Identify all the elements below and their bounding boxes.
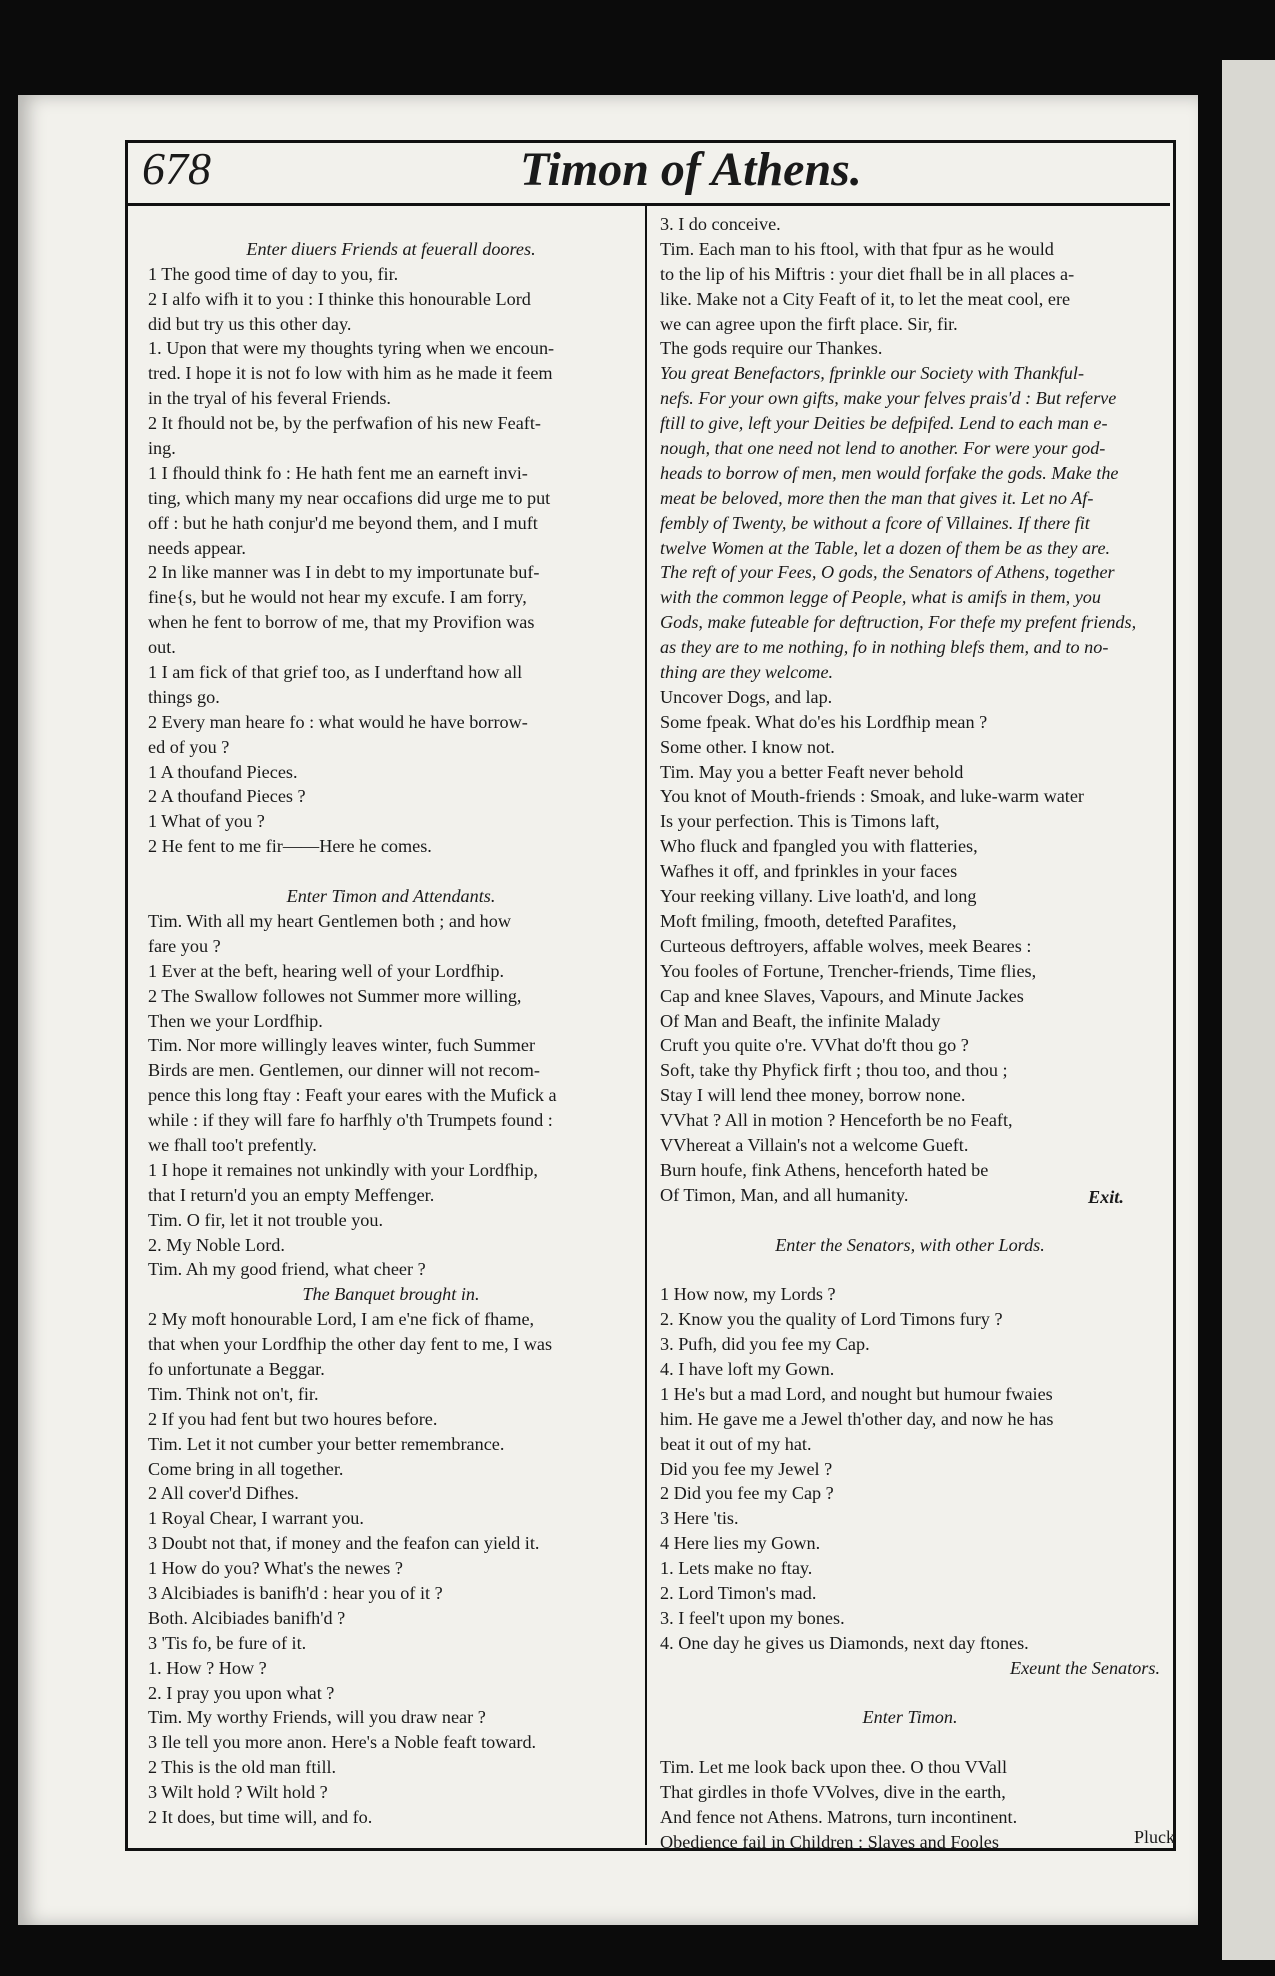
text-line: as they are to me nothing, fo in nothing blefs them, and to no- [660, 637, 1109, 658]
catchword: Pluck [1133, 1827, 1175, 1847]
text-line: that I return'd you an empty Meffenger. [148, 1184, 435, 1205]
text-line: You knot of Mouth-friends : Smoak, and luke-warm water [660, 786, 1084, 807]
text-line: 1 How do you? What's the newes ? [148, 1558, 403, 1579]
text-line [660, 1730, 1160, 1755]
text-line: 1 The good time of day to you, fir. [148, 263, 399, 284]
text-line: VVhat ? All in motion ? Henceforth be no Feaft, [660, 1110, 1013, 1131]
text-line: meat be beloved, more then the man that gives it. Let no Af- [660, 487, 1094, 508]
text-line: that when your Lordfhip the other day fent to me, I was [148, 1334, 553, 1355]
text-line: 2. My Noble Lord. [148, 1234, 285, 1255]
text-line: You great Benefactors, fprinkle our Society with Thankful- [660, 363, 1084, 384]
text-line: when he fent to borrow of me, that my Provifion was [148, 612, 535, 633]
text-line: Curteous deftroyers, affable wolves, meek Beares : [660, 935, 1032, 956]
text-line: 3 Here 'tis. [660, 1508, 739, 1529]
text-line: 2 In like manner was I in debt to my importunate buf- [148, 562, 540, 583]
text-line: That girdles in thofe VVolves, dive in the earth, [660, 1782, 1006, 1803]
text-line: him. He gave me a Jewel th'other day, and now he has [660, 1408, 1054, 1429]
text-line: off : but he hath conjur'd me beyond them, and I muft [148, 512, 538, 533]
text-line: 2. Lord Timon's mad. [660, 1582, 817, 1603]
text-line: fembly of Twenty, be without a fcore of Villaines. If there fit [660, 512, 1090, 533]
right-column [660, 212, 1160, 1855]
text-line: in the tryal of his feveral Friends. [148, 388, 391, 409]
text-line: 2 It does, but time will, and fo. [148, 1807, 373, 1827]
text-line: Exeunt the Senators. [1009, 1657, 1160, 1678]
exit-direction: Exit. [1088, 1187, 1124, 1207]
text-line: needs appear. [148, 537, 246, 558]
text-line: fo unfortunate a Beggar. [148, 1358, 325, 1379]
text-line: And fence not Athens. Matrons, turn incontinent. [660, 1807, 1018, 1827]
text-line: 4. I have loft my Gown. [660, 1358, 835, 1379]
text-line: Soft, take thy Phyfick firft ; thou too, and thou ; [660, 1060, 1008, 1081]
left-column [148, 212, 634, 1830]
text-line: out. [148, 637, 176, 658]
text-line: 3 Wilt hold ? Wilt hold ? [148, 1782, 328, 1803]
text-line: 2 This is the old man ftill. [148, 1757, 337, 1778]
text-line: 2 The Swallow followes not Summer more willing, [148, 985, 522, 1006]
text-line: Burn houfe, fink Athens, henceforth hated be [660, 1159, 989, 1180]
text-line: Tim. Ah my good friend, what cheer ? [148, 1259, 426, 1280]
text-line: Tim. O fir, let it not trouble you. [148, 1209, 384, 1230]
text-line: 1 I fhould think fo : He hath fent me an earneft invi- [148, 462, 528, 483]
text-line: Come bring in all together. [148, 1458, 344, 1479]
text-line: heads to borrow of men, men would forfake the gods. Make the [660, 462, 1119, 483]
text-line: things go. [148, 686, 220, 707]
text-line: Then we your Lordfhip. [148, 1010, 323, 1031]
text-line: Cap and knee Slaves, Vapours, and Minute Jackes [660, 985, 1024, 1006]
text-line: 2 All cover'd Difhes. [148, 1483, 299, 1504]
text-line: 2 I alfo wifh it to you : I thinke this honourable Lord [148, 288, 531, 309]
text-line: Tim. Let it not cumber your better remembrance. [148, 1433, 505, 1454]
text-line: VVhereat a Villain's not a welcome Gueft. [660, 1134, 969, 1155]
text-line: 2 Every man heare fo : what would he have borrow- [148, 711, 528, 732]
text-line: ing. [148, 438, 176, 459]
text-line: 2 Did you fee my Cap ? [660, 1483, 834, 1504]
text-line: Cruft you quite o're. VVhat do'ft thou go ? [660, 1035, 969, 1056]
text-line: thing are they welcome. [660, 662, 834, 683]
text-line: beat it out of my hat. [660, 1433, 812, 1454]
text-line: The Banquet brought in. [302, 1284, 480, 1305]
text-line: Gods, make futeable for deftruction, For thefe my prefent friends, [660, 612, 1137, 633]
text-line: Your reeking villany. Live loath'd, and long [660, 886, 977, 907]
text-line: 1 How now, my Lords ? [660, 1284, 836, 1305]
text-line: Some fpeak. What do'es his Lordfhip mean ? [660, 711, 988, 732]
text-line: 2 My moft honourable Lord, I am e'ne fick of fhame, [148, 1309, 535, 1330]
adjacent-page-strip [1222, 60, 1275, 1960]
text-line: Moft fmiling, fmooth, detefted Parafites, [660, 910, 957, 931]
text-line: Enter the Senators, with other Lords. [775, 1234, 1045, 1255]
text-line: we can agree upon the firft place. Sir, fir. [660, 313, 958, 334]
text-line: 3 Ile tell you more anon. Here's a Noble feaft toward. [148, 1732, 537, 1753]
text-line [148, 212, 634, 237]
text-line: 1 I am fick of that grief too, as I underftand how all [148, 662, 523, 683]
text-line: ftill to give, left your Deities be defpifed. Lend to each man e- [660, 413, 1108, 434]
text-line: with the common legge of People, what is amifs in them, you [660, 587, 1101, 608]
text-line: 1. How ? How ? [148, 1657, 267, 1678]
text-line: ed of you ? [148, 736, 230, 757]
text-line: 3. Pufh, did you fee my Cap. [660, 1334, 870, 1355]
text-line: 1 Ever at the beft, hearing well of your Lordfhip. [148, 960, 505, 981]
text-line [660, 1257, 1160, 1282]
text-line: 2. Know you the quality of Lord Timons fury ? [660, 1309, 1003, 1330]
text-line: 4. One day he gives us Diamonds, next day ftones. [660, 1632, 1029, 1653]
text-line: ting, which many my near occafions did urge me to put [148, 487, 551, 508]
text-line: we fhall too't prefently. [148, 1134, 317, 1155]
text-line: Uncover Dogs, and lap. [660, 686, 833, 707]
text-line: 1 I hope it remaines not unkindly with your Lordfhip, [148, 1159, 538, 1180]
text-line: tred. I hope it is not fo low with him as he made it feem [148, 363, 553, 384]
text-line [148, 859, 634, 884]
text-line: twelve Women at the Table, let a dozen of them be as they are. [660, 537, 1111, 558]
text-line: nefs. For your own gifts, make your felves prais'd : But referve [660, 388, 1117, 409]
text-line: Who fluck and fpangled you with flatteries, [660, 836, 978, 857]
text-line: 3 Alcibiades is banifh'd : hear you of it ? [148, 1582, 443, 1603]
text-line: Tim. My worthy Friends, will you draw near ? [148, 1707, 486, 1728]
text-line: 2 He fent to me fir——Here he comes. [148, 836, 432, 857]
text-line: 3 Doubt not that, if money and the feafon can yield it. [148, 1533, 540, 1554]
text-line: Enter Timon. [862, 1707, 958, 1728]
text-line: 2 It fhould not be, by the perfwafion of his new Feaft- [148, 413, 541, 434]
text-line: 3. I feel't upon my bones. [660, 1607, 845, 1628]
text-line: like. Make not a City Feaft of it, to let the meat cool, ere [660, 288, 1071, 309]
text-line: did but try us this other day. [148, 313, 352, 334]
text-line: Of Timon, Man, and all humanity. [660, 1184, 909, 1205]
text-line: 4 Here lies my Gown. [660, 1533, 821, 1554]
running-title: Timon of Athens. [520, 143, 862, 196]
column-divider [645, 206, 647, 1845]
text-line: Some other. I know not. [660, 736, 835, 757]
text-line: Tim. Let me look back upon thee. O thou VVall [660, 1757, 1008, 1778]
text-line: Both. Alcibiades banifh'd ? [148, 1607, 346, 1628]
text-line: 1 A thoufand Pieces. [148, 761, 298, 782]
text-line: The gods require our Thankes. [660, 338, 883, 359]
text-line: Tim. With all my heart Gentlemen both ; and how [148, 910, 511, 931]
text-line: Tim. Think not on't, fir. [148, 1383, 319, 1404]
text-line: Stay I will lend thee money, borrow none. [660, 1085, 966, 1106]
text-line: You fooles of Fortune, Trencher-friends, Time flies, [660, 960, 1037, 981]
text-line: Birds are men. Gentlemen, our dinner will not recom- [148, 1060, 540, 1081]
text-line: nough, that one need not lend to another. For were your god- [660, 438, 1106, 459]
text-line: while : if they will fare fo harfhly o'th Trumpets found : [148, 1110, 553, 1131]
text-line: fine{s, but he would not hear my excufe. I am forry, [148, 587, 527, 608]
text-line: 2 If you had fent but two houres before. [148, 1408, 438, 1429]
text-line: 1 What of you ? [148, 811, 265, 832]
text-line: Enter diuers Friends at feuerall doores. [246, 238, 536, 259]
header-rule [125, 203, 1170, 206]
text-line: The reft of your Fees, O gods, the Senators of Athens, together [660, 562, 1115, 583]
text-line: Of Man and Beaft, the infinite Malady [660, 1010, 941, 1031]
text-line [660, 1208, 1160, 1233]
text-line: 1 He's but a mad Lord, and nought but humour fwaies [660, 1383, 1053, 1404]
text-line: 1 Royal Chear, I warrant you. [148, 1508, 364, 1529]
text-line: 3. I do conceive. [660, 214, 781, 234]
text-line: Wafhes it off, and fprinkles in your faces [660, 861, 958, 882]
text-line: to the lip of his Miftris : your diet fhall be in all places a- [660, 263, 1075, 284]
text-line: 3 'Tis fo, be fure of it. [148, 1632, 307, 1653]
text-line: fare you ? [148, 935, 221, 956]
text-line: Enter Timon and Attendants. [286, 886, 496, 907]
text-line: 1. Upon that were my thoughts tyring when we encoun- [148, 338, 555, 359]
text-line: Tim. Nor more willingly leaves winter, fuch Summer [148, 1035, 536, 1056]
text-line: 2. I pray you upon what ? [148, 1682, 335, 1703]
text-line [660, 1681, 1160, 1706]
text-line: 1. Lets make no ftay. [660, 1558, 813, 1579]
text-line: Did you fee my Jewel ? [660, 1458, 833, 1479]
text-line: Obedience fail in Children : Slaves and Fooles [660, 1831, 999, 1852]
text-line: Is your perfection. This is Timons laft, [660, 811, 940, 832]
text-line: Tim. May you a better Feaft never behold [660, 761, 964, 782]
text-line: 2 A thoufand Pieces ? [148, 786, 306, 807]
page-number: 678 [142, 143, 211, 194]
text-line: pence this long ftay : Feaft your eares with the Mufick a [148, 1085, 557, 1106]
text-line: Tim. Each man to his ftool, with that fpur as he would [660, 238, 1054, 259]
